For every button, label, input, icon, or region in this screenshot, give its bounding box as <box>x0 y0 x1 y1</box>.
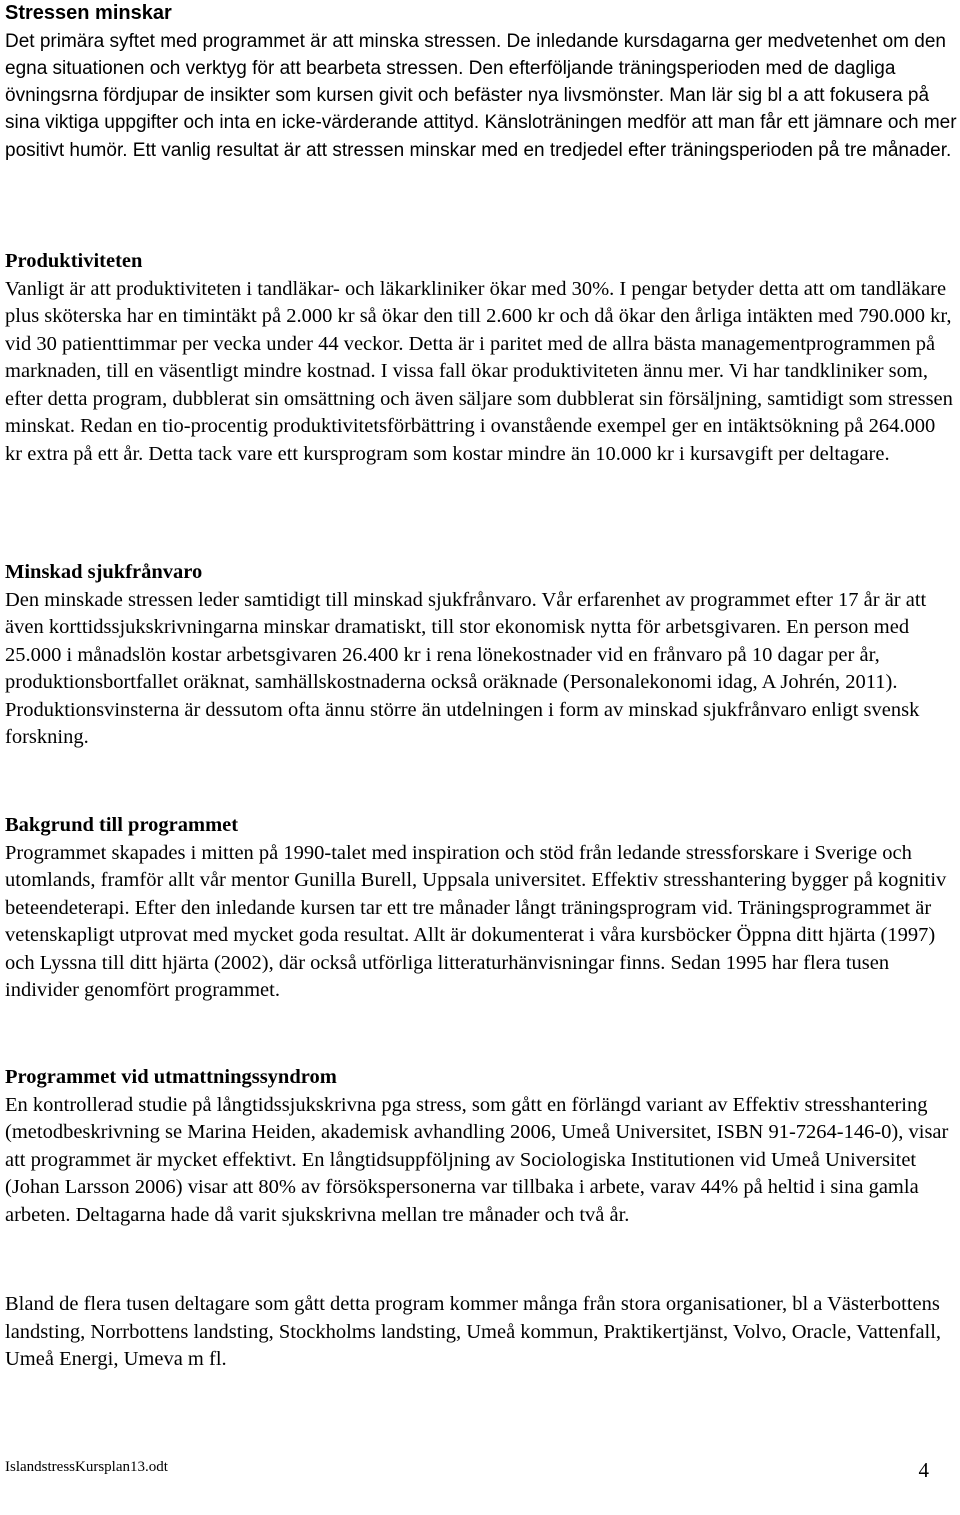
section-body: Det primära syftet med programmet är att minska stressen. De inledande kursdagarna ger medvetenhet om den egna situationen och verktyg för att bearbeta stressen. Den efterföljande träningsperioden med de dagliga övningsrna fördjupar de insikter som kursen givit och befäster nya livsmönster. Man lär sig bl a att fokusera på sina viktiga uppgifter och inta en icke-värderande attityd. Känsloträningen medför att man får ett jämnare och mer positivt humör. Ett vanlig resultat är att stressen minskar med en tredjedel efter träningsperioden på tre månader. <box>5 30 957 161</box>
section-heading: Programmet vid utmattningssyndrom <box>5 1066 337 1088</box>
section-produktiviteten <box>5 248 957 468</box>
section-body: Programmet skapades i mitten på 1990-talet med inspiration och stöd från ledande stressforskare i Sverige och utomlands, framför allt vår mentor Gunilla Burell, Uppsala universitet. Effektiv stresshantering bygger på kognitiv beteendeterapi. Efter den inledande kursen tar ett tre månader långt träningsprogram vid. Träningsprogrammet är vetenskapligt utprovat med mycket goda resultat. Allt är dokumenterat i våra kursböcker Öppna ditt hjärta (1997) och Lyssna till ditt hjärta (2002), där också utförliga litteraturhänvisningar finns. Sedan 1995 har flera tusen individer genomfört programmet. <box>5 841 947 1001</box>
footer-filename: IslandstressKursplan13.odt <box>5 1459 168 1475</box>
section-deltagare <box>5 1291 957 1374</box>
section-minskad-sjukfranvaro <box>5 559 957 752</box>
section-body: Bland de flera tusen deltagare som gått detta program kommer många från stora organisationer, bl a Västerbottens landsting, Norrbottens landsting, Stockholms landsting, Umeå kommun, Praktikertjänst, Volvo, Oracle, Vattenfall, Umeå Energi, Umeva m fl. <box>5 1293 942 1370</box>
page-footer <box>5 1458 957 1498</box>
section-body: En kontrollerad studie på långtidssjukskrivna pga stress, som gått en förlängd variant av Effektiv stresshantering (metodbeskrivning se Marina Heiden, akademisk avhandling 2006, Umeå Universitet, ISBN 91-7264-146-0), visar att programmet är mycket effektivt. En långtidsuppföljning av Sociologiska Institutionen vid Umeå Universitet (Johan Larsson 2006) visar att 80% av försökspersonerna var tillbaka i arbete, varav 44% på heltid i sina gamla arbeten. Deltagarna hade då varit sjukskrivna mellan tre månader och två år. <box>5 1093 949 1226</box>
section-heading: Bakgrund till programmet <box>5 814 239 836</box>
section-stressen-minskar <box>5 0 957 164</box>
section-heading: Produktiviteten <box>5 250 143 272</box>
page-number: 4 <box>918 1458 929 1482</box>
section-heading: Minskad sjukfrånvaro <box>5 561 203 583</box>
section-bakgrund <box>5 812 957 1005</box>
section-body: Den minskade stressen leder samtidigt till minskad sjukfrånvaro. Vår erfarenhet av programmet efter 17 år är att även korttidssjukskrivningarna minskar dramatiskt, till stor ekonomisk nytta för arbetsgivaren. En person med 25.000 i månadslön kostar arbetsgivaren 26.400 kr i rena lönekostnader vid en frånvaro på 10 dagar per år, produktionsbortfallet oräknat, samhällskostnaderna också oräknade (Personalekonomi idag, A Johrén, 2011). Produktionsvinsterna är dessutom ofta ännu större än utdelningen i form av minskad sjukfrånvaro enligt svensk forskning. <box>5 588 927 748</box>
section-body: Vanligt är att produktiviteten i tandläkar- och läkarkliniker ökar med 30%. I pengar betyder detta att om tandläkare plus sköterska har en timintäkt på 2.000 kr så ökar den till 2.600 kr och då ökar den årliga intäkten med 790.000 kr, vid 30 patienttimmar per vecka under 44 veckor. Detta är i paritet med de allra bästa managementprogrammen på marknaden, till en väsentligt mindre kostnad. I vissa fall ökar produktiviteten ännu mer. Vi har tandkliniker som, efter detta program, dubblerat sin omsättning och även säljare som dubblerat sin försäljning, samtidigt som stressen minskat. Redan en tio-procentig produktivitetsförbättring i ovanstående exempel ger en intäktsökning på 264.000 kr extra på ett år. Detta tack vare ett kursprogram som kostar mindre än 10.000 kr i kursavgift per deltagare. <box>5 277 953 465</box>
section-utmattningssyndrom <box>5 1064 957 1229</box>
section-heading: Stressen minskar <box>5 2 172 24</box>
